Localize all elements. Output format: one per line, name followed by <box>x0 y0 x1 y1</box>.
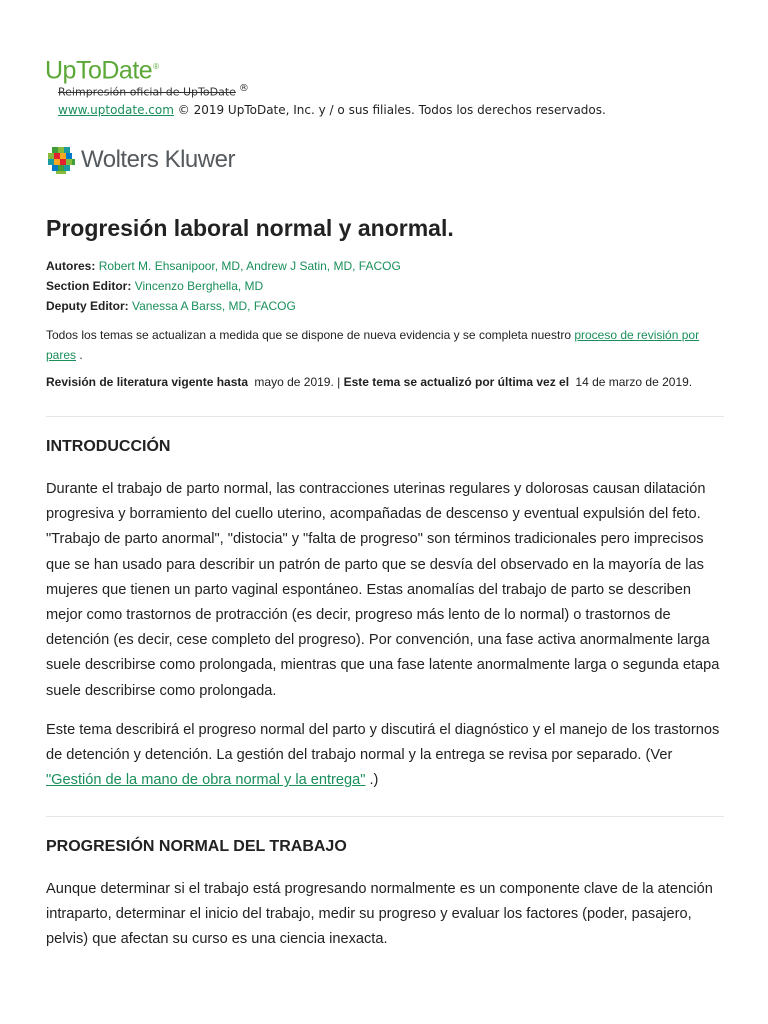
revision-separator: | <box>337 375 341 389</box>
normal-progress-heading: PROGRESIÓN NORMAL DEL TRABAJO <box>46 838 347 855</box>
deputy-editor-line <box>46 298 296 314</box>
section-divider <box>46 816 724 817</box>
reprint-text: Reimpresión oficial de UpToDate <box>58 85 236 99</box>
updated-label: Este tema se actualizó por última vez el <box>343 375 570 389</box>
article-title: Progresión laboral normal y anormal. <box>46 215 454 241</box>
introduction-paragraph-2-end: .) <box>365 772 379 789</box>
review-label: Revisión de literatura vigente hasta <box>46 375 249 389</box>
authors-label: Autores: <box>46 259 96 273</box>
authors-line <box>46 258 401 274</box>
wolters-kluwer-text: Wolters Kluwer <box>81 146 235 173</box>
normal-labor-management-link[interactable]: "Gestión de la mano de obra normal y la entrega" <box>46 772 366 789</box>
reprint-notice <box>58 82 249 100</box>
deputy-editor-label: Deputy Editor: <box>46 299 129 313</box>
uptodate-logo[interactable] <box>45 52 159 85</box>
updated-date: 14 de marzo de 2019. <box>575 375 693 389</box>
section-editor-line <box>46 278 263 294</box>
update-note-text: Todos los temas se actualizan a medida que se dispone de nueva evidencia y se completa nuestro <box>46 328 575 342</box>
introduction-heading: INTRODUCCIÓN <box>46 438 171 455</box>
section-editor-value[interactable]: Vincenzo Berghella, MD <box>134 279 264 293</box>
deputy-editor-value[interactable]: Vanessa A Barss, MD, FACOG <box>132 299 296 313</box>
copyright-line <box>58 102 606 118</box>
normal-progress-paragraph-1: Aunque determinar si el trabajo está progresando normalmente es un componente clave de la atención intraparto, determinar el inicio del trabajo, medir su progreso y evaluar los factores (poder, pasajero, pelvis) que afectan su curso es una ciencia inexacta. <box>46 881 713 948</box>
peer-review-link[interactable]: proceso de revisión por pares <box>46 328 700 362</box>
update-note <box>46 325 726 365</box>
uptodate-url-link[interactable]: www.uptodate.com <box>58 103 174 117</box>
wolters-kluwer-logo <box>45 144 235 176</box>
introduction-paragraph-2 <box>46 718 726 794</box>
update-note-end: . <box>76 348 83 362</box>
wolters-kluwer-mosaic-icon <box>45 144 77 176</box>
introduction-paragraph-1: Durante el trabajo de parto normal, las contracciones uterinas regulares y dolorosas causan dilatación progresiva y borramiento del cuello uterino, acompañadas de descenso y eventual expulsión del feto. "Trabajo de parto anormal", "distocia" y "falta de progreso" son términos tradicionales pero imprecisos que se han usado para describir un patrón de parto que se desvía del observado en la mayoría de las mujeres que tienen un parto vaginal espontáneo. Estas anomalías del trabajo de parto se describen mejor como trastornos de protracción (es decir, progreso más lento de lo normal) o trastornos de detención (es decir, cese completo del progreso). Por convención, una fase activa anormalmente larga suele describirse como prolongada, mientras que una fase latente anormalmente larga o segunda etapa suele describirse como prolongada. <box>46 481 720 699</box>
section-divider <box>46 416 724 417</box>
introduction-paragraph-2-text: Este tema describirá el progreso normal del parto y discutirá el diagnóstico y el manejo de los trastornos de detención y detención. La gestión del trabajo normal y la entrega se revisa por separado. (Ver <box>46 722 720 764</box>
revision-info <box>46 374 692 390</box>
review-date: mayo de 2019. <box>254 375 334 389</box>
authors-value[interactable]: Robert M. Ehsanipoor, MD, Andrew J Satin, MD, FACOG <box>98 259 401 273</box>
uptodate-logo-text: UpToDate <box>45 56 153 85</box>
copyright-text: © 2019 UpToDate, Inc. y / o sus filiales. Todos los derechos reservados. <box>173 103 606 117</box>
section-editor-label: Section Editor: <box>46 279 132 293</box>
reprint-registered-mark: ® <box>238 83 249 94</box>
registered-mark: ® <box>153 62 159 71</box>
